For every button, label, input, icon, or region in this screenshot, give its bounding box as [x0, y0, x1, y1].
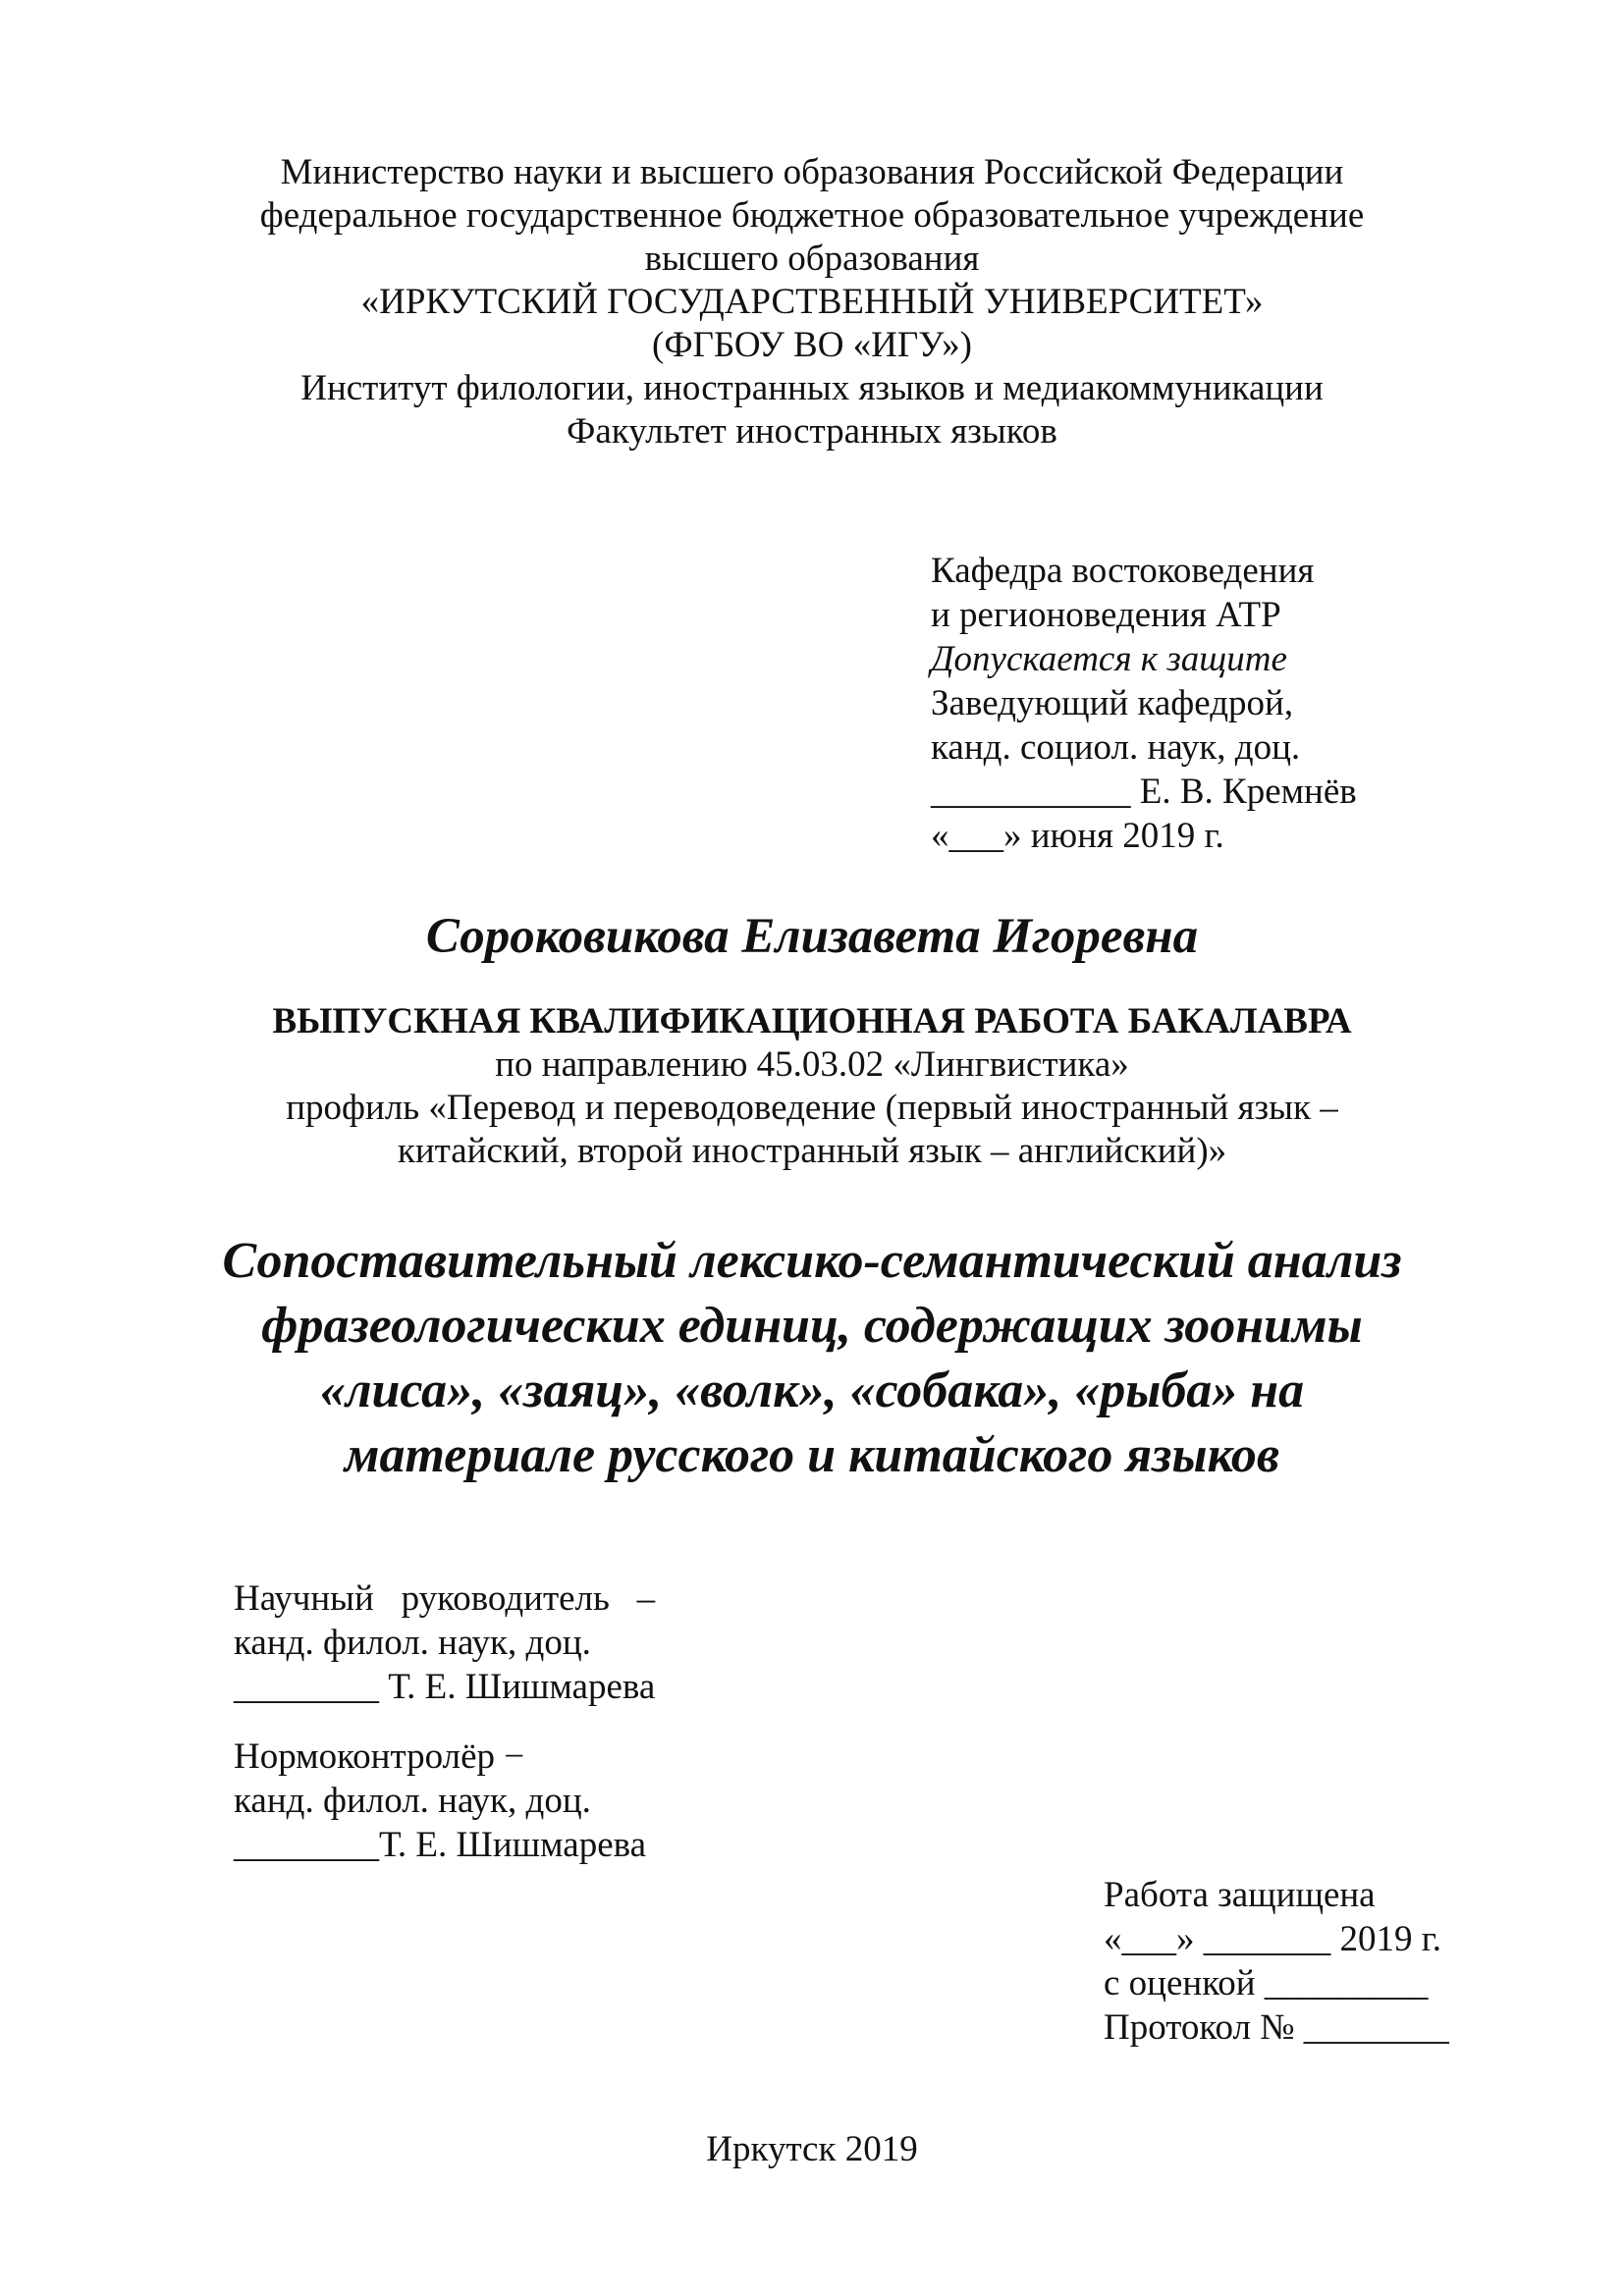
work-type: ВЫПУСКНАЯ КВАЛИФИКАЦИОННАЯ РАБОТА БАКАЛАВРА — [272, 1001, 1352, 1041]
work-profile: китайский, второй иностранный язык – английский)» — [397, 1131, 1227, 1171]
title-line: «лиса», «заяц», «волк», «собака», «рыба» на — [319, 1362, 1305, 1418]
work-direction: по направлению 45.03.02 «Лингвистика» — [495, 1044, 1129, 1085]
head-title: Заведующий кафедрой, — [931, 683, 1294, 723]
department-name: Кафедра востоковедения — [931, 551, 1315, 591]
approval-date: «___» июня 2019 г. — [931, 816, 1224, 856]
normcontrol-role: Нормоконтролёр − — [234, 1736, 525, 1777]
defense-date: «___» _______ 2019 г. — [1104, 1919, 1442, 1959]
defense-block — [1104, 1873, 1449, 2050]
title-line: Сопоставительный лексико-семантический анализ — [222, 1233, 1402, 1289]
header-line: высшего образования — [644, 239, 980, 279]
title-line: материале русского и китайского языков — [344, 1427, 1280, 1483]
head-degree: канд. социол. наук, доц. — [931, 727, 1301, 768]
city-year: Иркутск 2019 — [706, 2129, 918, 2169]
thesis-title — [0, 1229, 1624, 1488]
normcontrol-degree: канд. филол. наук, доц. — [234, 1781, 591, 1821]
admission-note: Допускается к защите — [931, 639, 1287, 679]
header-line: Институт филологии, иностранных языков и медиакоммуникации — [300, 368, 1324, 408]
header-line: Факультет иностранных языков — [567, 411, 1057, 452]
supervisor-block — [234, 1576, 655, 1709]
defense-protocol: Протокол № ________ — [1104, 2007, 1449, 2048]
work-description — [0, 1000, 1624, 1173]
header-line: Министерство науки и высшего образования Российской Федерации — [280, 152, 1344, 192]
author-name: Сороковикова Елизавета Игоревна — [425, 909, 1199, 964]
supervisor-signature-line: ________ Т. Е. Шишмарева — [234, 1667, 656, 1707]
head-signature-line: ___________ Е. В. Кремнёв — [931, 772, 1357, 812]
header-line: федеральное государственное бюджетное образовательное учреждение — [259, 195, 1365, 236]
institution-header — [0, 151, 1624, 454]
normcontrol-block — [234, 1735, 646, 1867]
supervisor-role: Научный руководитель – — [234, 1578, 656, 1619]
supervisor-degree: канд. филол. наук, доц. — [234, 1623, 591, 1663]
work-profile: профиль «Перевод и переводоведение (первый иностранный язык – — [286, 1088, 1338, 1128]
defense-status: Работа защищена — [1104, 1875, 1376, 1915]
defense-grade: с оценкой _________ — [1104, 1963, 1429, 2003]
header-line: (ФГБОУ ВО «ИГУ») — [652, 325, 972, 365]
normcontrol-signature-line: ________Т. Е. Шишмарева — [234, 1825, 647, 1865]
department-name: и регионоведения АТР — [931, 595, 1281, 635]
title-line: фразеологических единиц, содержащих зоонимы — [261, 1298, 1363, 1354]
approval-block — [931, 549, 1357, 858]
header-line: «ИРКУТСКИЙ ГОСУДАРСТВЕННЫЙ УНИВЕРСИТЕТ» — [360, 282, 1264, 322]
